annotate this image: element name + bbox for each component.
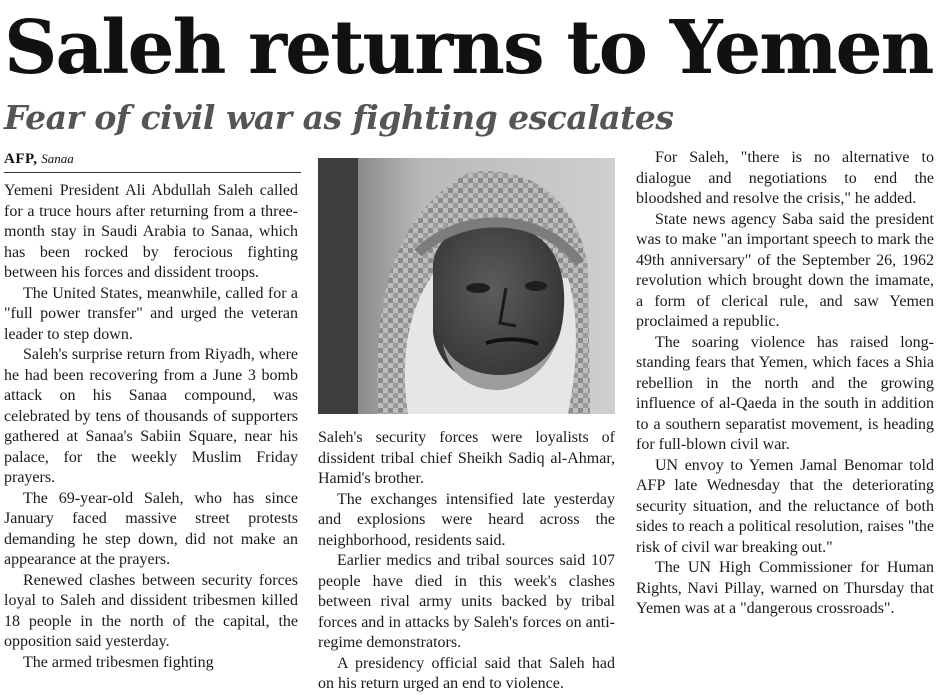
paragraph: Saleh's surprise return from Riyadh, where he had been recovering from a June 3 bomb attack on his Sanaa compound, was celebrated by tens of thousands of supporters gathered at Sanaa's Sabiin Square, near his palace, for the weekly Muslim Friday prayers. — [4, 346, 298, 486]
paragraph: A presidency official said that Saleh had on his return urged an end to violence. — [318, 654, 615, 692]
article-column-1 — [4, 181, 298, 673]
paragraph: The UN High Commissioner for Human Rights, Navi Pillay, warned on Thursday that Yemen was at a "dangerous crossroads". — [636, 559, 934, 617]
byline — [4, 150, 301, 173]
paragraph: Renewed clashes between security forces loyal to Saleh and dissident tribesmen killed 18 people in the north of the capital, the opposition said yesterday. — [4, 571, 298, 650]
paragraph: Earlier medics and tribal sources said 107 people have died in this week's clashes between rival army units backed by tribal forces and in attacks by Saleh's forces on anti-regime demonstrators. — [318, 552, 615, 651]
paragraph: UN envoy to Yemen Jamal Benomar told AFP late Wednesday that the deteriorating security situation, and the reluctance of both sides to reach a political resolution, raises "the risk of civil war breaking out." — [636, 456, 934, 556]
article-column-2 — [318, 428, 615, 695]
headline: Saleh returns to Yemen — [4, 5, 933, 91]
byline-location: Sanaa — [41, 151, 74, 166]
portrait-image — [318, 158, 615, 414]
paragraph: Saleh's security forces were loyalists of dissident tribal chief Sheikh Sadiq al-Ahmar, Hamid's brother. — [318, 429, 615, 487]
paragraph: State news agency Saba said the president was to make "an important speech to mark the 49th anniversary" of the September 26, 1962 revolution which brought down the imamate, a form of clerical rule, and saw Yemen proclaimed a republic. — [636, 210, 934, 330]
saleh-photo — [318, 158, 615, 414]
paragraph: For Saleh, "there is no alternative to dialogue and negotiations to end the bloodshed and resolve the crisis," he added. — [636, 149, 934, 207]
article-column-3 — [636, 148, 934, 620]
subheadline: Fear of civil war as fighting escalates — [4, 98, 674, 137]
paragraph: The 69-year-old Saleh, who has since January faced massive street protests demanding he step down, did not make an appearance at the prayers. — [4, 489, 298, 568]
paragraph: The United States, meanwhile, called for a "full power transfer" and urged the veteran leader to step down. — [4, 284, 298, 343]
byline-agency: AFP, — [4, 151, 38, 167]
paragraph: The exchanges intensified late yesterday and explosions were heard across the neighborhood, residents said. — [318, 490, 615, 549]
paragraph: Yemeni President Ali Abdullah Saleh called for a truce hours after returning from a three-month stay in Saudi Arabia to Sanaa, which has been rocked by ferocious fighting between his forces and dissident troops. — [4, 182, 298, 281]
paragraph: The armed tribesmen fighting — [23, 653, 214, 671]
paragraph: The soaring violence has raised long-standing fears that Yemen, which faces a Shia rebellion in the north and the growing influence of al-Qaeda in the south in addition to a southern separatist movement, is heading for full-blown civil war. — [636, 333, 934, 453]
